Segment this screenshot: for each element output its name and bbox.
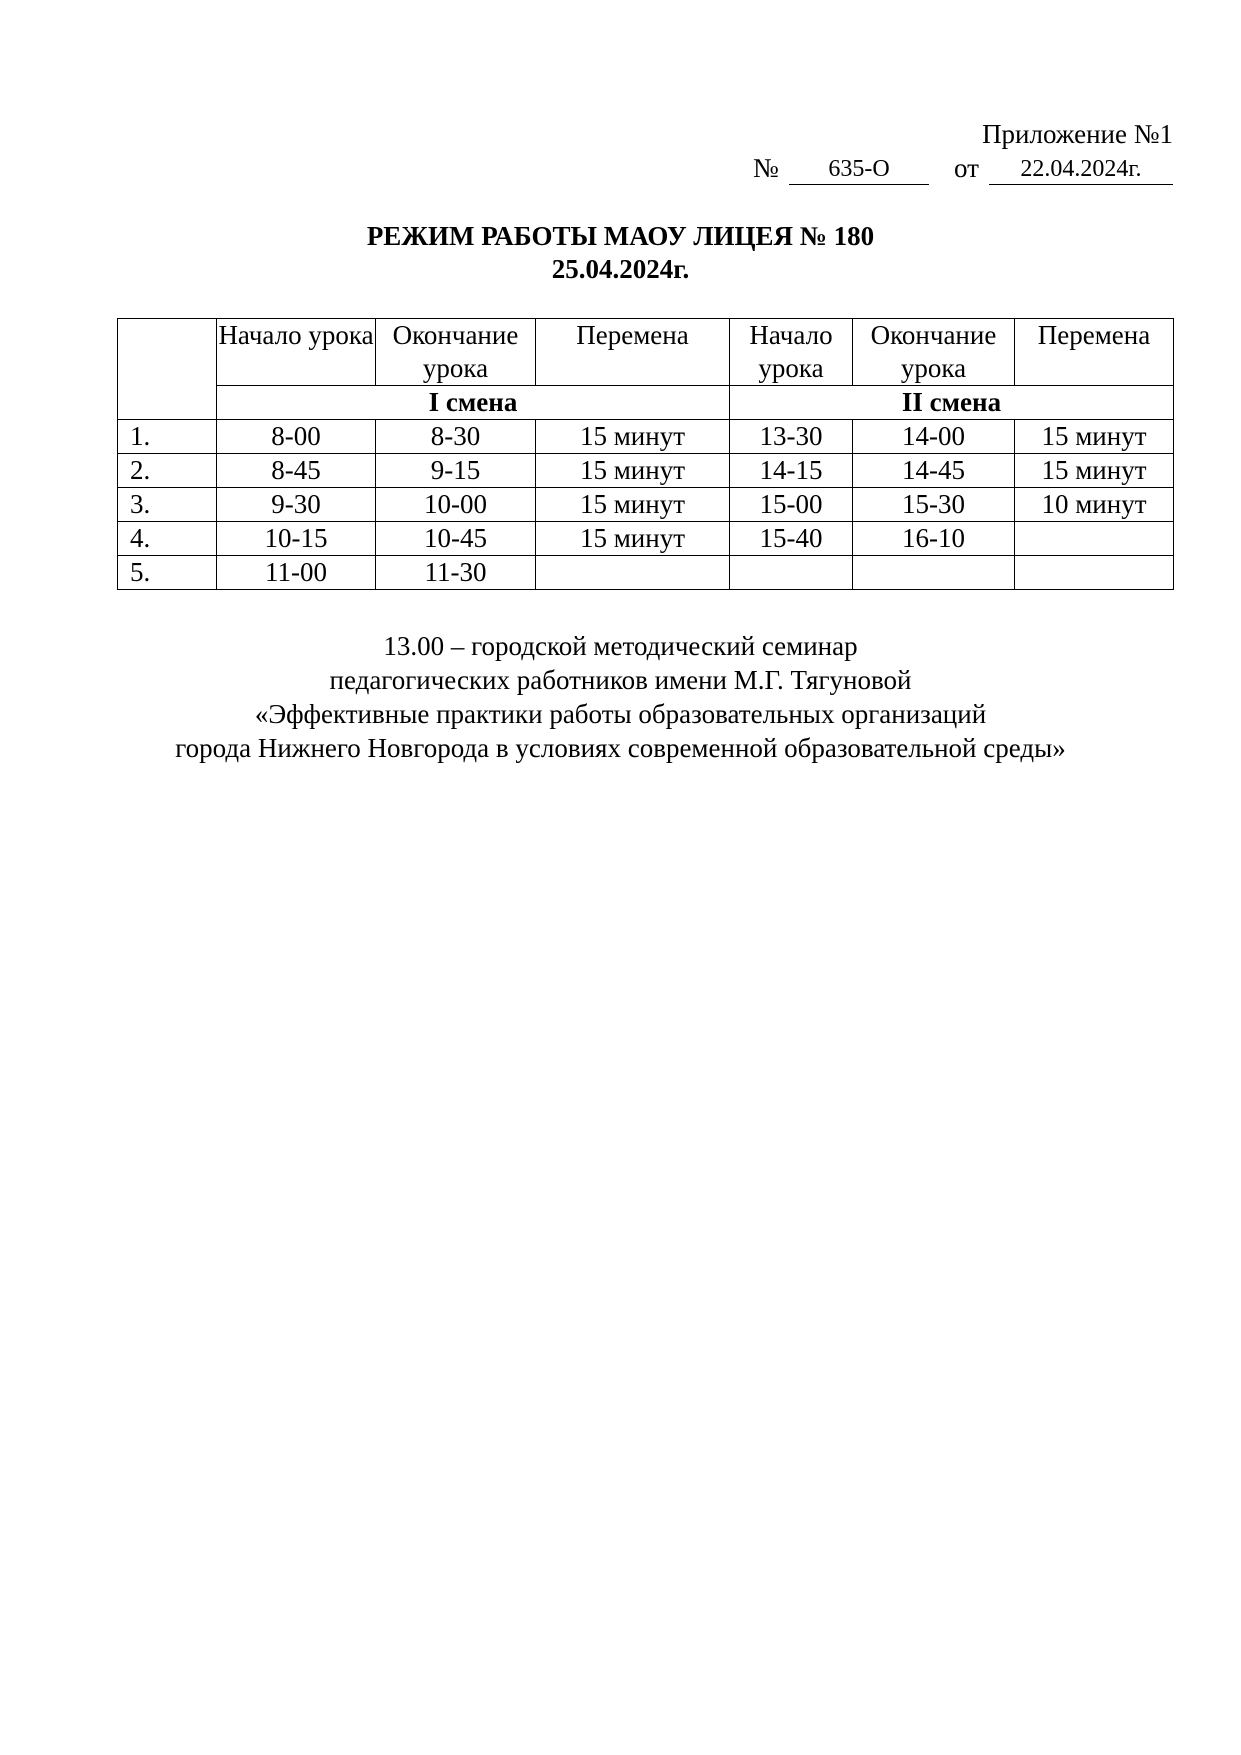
table-cell <box>1015 522 1174 556</box>
table-row <box>118 522 1174 556</box>
shift-1-header: I смена <box>217 386 730 420</box>
shift-header-row <box>118 386 1174 420</box>
document-title <box>0 220 1241 286</box>
table-cell: 8-00 <box>217 420 376 454</box>
title-date: 25.04.2024г. <box>551 254 690 284</box>
lesson-number: 5. <box>118 556 217 590</box>
from-label: от <box>954 153 979 183</box>
lesson-number: 1. <box>118 420 217 454</box>
lesson-number: 2. <box>118 454 217 488</box>
seminar-line: города Нижнего Новгорода в условиях современной образовательной среды» <box>175 733 1066 763</box>
column-header: Окончание урока <box>376 319 536 386</box>
seminar-line: педагогических работников имени М.Г. Тягуновой <box>329 665 912 695</box>
table-cell: 14-00 <box>853 420 1015 454</box>
table-cell: 15-30 <box>853 488 1015 522</box>
column-header: Перемена <box>1015 319 1174 386</box>
table-cell <box>536 556 730 590</box>
seminar-line: 13.00 – городской методический семинар <box>383 631 858 661</box>
table-row <box>118 488 1174 522</box>
column-header: Начало урока <box>217 319 376 386</box>
table-cell: 8-45 <box>217 454 376 488</box>
table-cell: 10 минут <box>1015 488 1174 522</box>
table-cell: 10-15 <box>217 522 376 556</box>
table-cell: 15 минут <box>1015 420 1174 454</box>
seminar-line: «Эффективные практики работы образовательных организаций <box>254 699 987 729</box>
order-line <box>753 152 1173 186</box>
table-cell: 15 минут <box>536 454 730 488</box>
corner-cell <box>118 319 217 420</box>
table-row <box>118 454 1174 488</box>
table-cell: 15-40 <box>730 522 853 556</box>
column-header: Начало урока <box>730 319 853 386</box>
table-cell: 14-45 <box>853 454 1015 488</box>
lesson-number: 4. <box>118 522 217 556</box>
table-cell <box>730 556 853 590</box>
table-cell: 15 минут <box>1015 454 1174 488</box>
table-row <box>118 556 1174 590</box>
column-header: Окончание урока <box>853 319 1015 386</box>
table-header-row <box>118 319 1174 386</box>
title-line-1: РЕЖИМ РАБОТЫ МАОУ ЛИЦЕЯ № 180 <box>366 221 875 251</box>
table-cell: 10-00 <box>376 488 536 522</box>
table-row <box>118 420 1174 454</box>
table-cell: 15 минут <box>536 488 730 522</box>
table-cell: 11-00 <box>217 556 376 590</box>
table-cell: 15 минут <box>536 522 730 556</box>
table-cell: 9-15 <box>376 454 536 488</box>
order-date-field: 22.04.2024г. <box>989 152 1173 185</box>
table-cell: 16-10 <box>853 522 1015 556</box>
table-cell: 14-15 <box>730 454 853 488</box>
appendix-title: Приложение №1 <box>982 119 1173 149</box>
table-cell: 13-30 <box>730 420 853 454</box>
table-cell: 15-00 <box>730 488 853 522</box>
table-cell: 9-30 <box>217 488 376 522</box>
shift-2-header: II смена <box>730 386 1174 420</box>
table-cell: 15 минут <box>536 420 730 454</box>
table-cell: 8-30 <box>376 420 536 454</box>
table-cell: 11-30 <box>376 556 536 590</box>
order-number-field: 635-О <box>789 152 929 185</box>
lesson-number: 3. <box>118 488 217 522</box>
seminar-notice <box>0 629 1241 765</box>
schedule-table <box>117 318 1174 590</box>
number-sign: № <box>753 153 779 183</box>
table-cell <box>853 556 1015 590</box>
table-cell <box>1015 556 1174 590</box>
table-cell: 10-45 <box>376 522 536 556</box>
column-header: Перемена <box>536 319 730 386</box>
